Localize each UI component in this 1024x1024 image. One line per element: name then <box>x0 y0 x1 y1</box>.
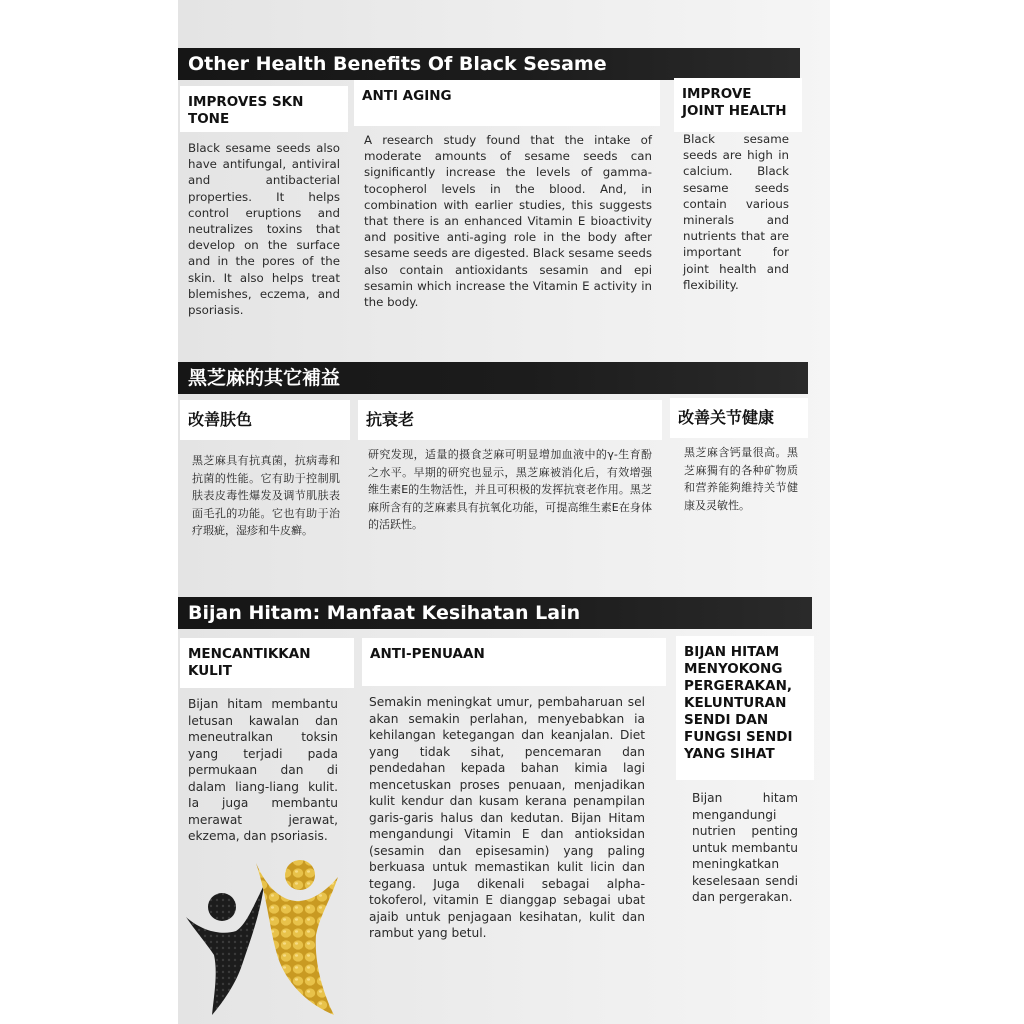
people-sesame-seed-icon <box>184 855 340 1015</box>
heading-improve-joint-health: IMPROVE JOINT HEALTH <box>674 78 802 132</box>
section-title-chinese: 黑芝麻的其它補益 <box>178 362 808 394</box>
heading-mencantikkan-kulit: MENCANTIKKAN KULIT <box>180 638 354 688</box>
heading-anti-penuaan: ANTI-PENUAAN <box>362 638 666 686</box>
body-mencantikkan-kulit: Bijan hitam membantu letusan kawalan dan meneutralkan toksin yang terjadi pada permukaan dan di dalam liang-liang kulit. Ia juga membantu merawat jerawat, ekzema, dan psoriasis. <box>188 697 338 843</box>
body-improve-joint-health: Black sesame seeds are high in calcium. Black sesame seeds contain various minerals and nutrients that are important for joint health and flexibility. <box>683 132 789 292</box>
section-title-english: Other Health Benefits Of Black Sesame <box>178 48 800 80</box>
body-zh-anti-aging: 研究发现，适量的摄食芝麻可明显增加血液中的γ-生育酚之水平。早期的研究也显示，黑芝麻被消化后，有效增强维生素E的生物活性，并且可积极的发挥抗衰老作用。黑芝麻所含有的芝麻素具有抗氧化功能，可提高维生素E在身体的活跃性。 <box>368 448 652 531</box>
brochure-page <box>178 0 830 1024</box>
heading-zh-joint: 改善关节健康 <box>670 398 808 438</box>
heading-anti-aging: ANTI AGING <box>354 80 660 126</box>
heading-zh-skin: 改善肤色 <box>180 400 350 440</box>
heading-bijan-hitam-sendi: BIJAN HITAM MENYOKONG PERGERAKAN, KELUNTURAN SENDI DAN FUNGSI SENDI YANG SIHAT <box>676 636 814 780</box>
body-zh-skin: 黑芝麻具有抗真菌，抗病毒和抗菌的性能。它有助于控制肌肤表皮毒性爆发及调节肌肤表面毛孔的功能。它也有助于治疗瑕疵，湿疹和牛皮癣。 <box>192 454 340 537</box>
body-improves-skin-tone: Black sesame seeds also have antifungal, antiviral and antibacterial properties. It helps control eruptions and neutralizes toxins that develop on the surface and in the pores of the skin. It also helps treat blemishes, eczema, and psoriasis. <box>188 141 340 318</box>
body-bijan-hitam-sendi: Bijan hitam mengandungi nutrien penting untuk membantu meningkatkan keselesaan sendi dan pergerakan. <box>692 791 798 904</box>
section-title-malay: Bijan Hitam: Manfaat Kesihatan Lain <box>178 597 812 629</box>
body-anti-aging: A research study found that the intake of moderate amounts of sesame seeds can significantly increase the levels of gamma-tocopherol levels in the blood. And, in combination with earlier studies, this suggests that there is an enhanced Vitamin E bioactivity and positive anti-aging role in the body after sesame seeds are digested. Black sesame seeds also contain antioxidants sesamin and epi sesamin which increase the Vitamin E activity in the body. <box>364 133 652 310</box>
body-anti-penuaan: Semakin meningkat umur, pembaharuan sel akan semakin perlahan, menyebabkan ia kehilangan ketegangan dan keanjalan. Diet yang tidak sihat, pencemaran dan pendedahan kepada bahan kimia lagi mencetuskan proses penuaan, menjadikan kulit kendur dan kusam kerana penampilan garis-garis halus dan kedutan. Bijan Hitam mengandungi Vitamin E dan antioksidan (sesamin dan episesamin) yang paling berkuasa untuk memastikan kulit licin dan tegang. Juga dikenali sebagai alpha-tokoferol, vitamin E dianggap sebagai ubat ajaib untuk penjagaan kesihatan, kulit dan rambut yang betul. <box>369 695 645 940</box>
heading-improves-skin-tone: IMPROVES SKN TONE <box>180 86 348 132</box>
body-zh-joint: 黑芝麻含钙量很高。黑芝麻獨有的各种矿物质和营养能夠維持关节健康及灵敏性。 <box>684 446 798 512</box>
heading-zh-anti-aging: 抗衰老 <box>358 400 662 440</box>
